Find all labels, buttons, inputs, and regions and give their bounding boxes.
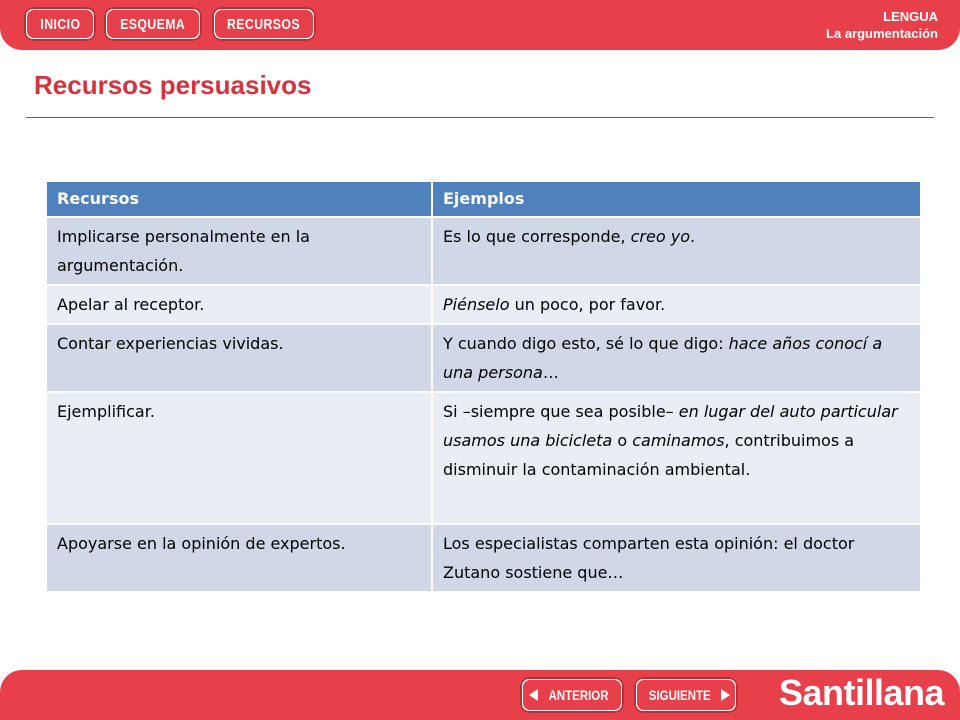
recurso-cell: Apoyarse en la opinión de expertos. (46, 524, 432, 592)
header-recursos: Recursos (46, 181, 432, 217)
recursos-button[interactable] (212, 7, 316, 41)
recursos-label: RECURSOS (227, 15, 301, 33)
subject-topic: La argumentación (826, 26, 938, 41)
anterior-label: ANTERIOR (548, 687, 609, 703)
siguiente-label: SIGUIENTE (648, 687, 711, 703)
subject-area: LENGUA (883, 9, 938, 24)
recurso-cell: Contar experiencias vividas. (46, 324, 432, 392)
recurso-cell: Apelar al receptor. (46, 285, 432, 324)
ejemplo-text: Es lo que corresponde, creo yo. (443, 227, 696, 246)
table-row (46, 217, 921, 285)
table-row (46, 285, 921, 324)
santillana-logo: Santillana (778, 672, 944, 713)
ejemplo-cell (432, 217, 921, 285)
ejemplo-text: Piénselo un poco, por favor. (443, 295, 666, 314)
table-row (46, 324, 921, 392)
page-title: Recursos persuasivos (34, 70, 312, 100)
ejemplo-cell (432, 392, 921, 524)
esquema-button[interactable] (104, 7, 202, 41)
esquema-label: ESQUEMA (120, 15, 186, 33)
inicio-label: INICIO (39, 15, 81, 33)
inicio-button[interactable] (24, 7, 96, 41)
resources-table (45, 180, 922, 593)
table-row (46, 392, 921, 524)
table-row (46, 524, 921, 592)
ejemplo-cell (432, 285, 921, 324)
siguiente-button[interactable] (634, 677, 738, 713)
ejemplo-text: Y cuando digo esto, sé lo que digo: hace años conocí a una persona… (443, 334, 883, 382)
ejemplo-cell (432, 324, 921, 392)
title-divider (26, 117, 934, 118)
table-header-row (46, 181, 921, 217)
ejemplo-cell (432, 524, 921, 592)
arrow-left-icon (529, 689, 538, 701)
header-ejemplos: Ejemplos (432, 181, 921, 217)
recurso-cell: Ejemplificar. (46, 392, 432, 524)
subject-info (826, 8, 938, 42)
ejemplo-text: Los especialistas comparten esta opinión: el doctor Zutano sostiene que… (443, 534, 855, 582)
arrow-right-icon (721, 689, 730, 701)
recurso-cell: Implicarse personalmente en la argumentación. (46, 217, 432, 285)
ejemplo-text: Si –siempre que sea posible– en lugar del auto particular usamos una bicicleta o caminamos, contribuimos a disminuir la contaminación ambiental. (443, 402, 898, 479)
anterior-button[interactable] (520, 677, 624, 713)
